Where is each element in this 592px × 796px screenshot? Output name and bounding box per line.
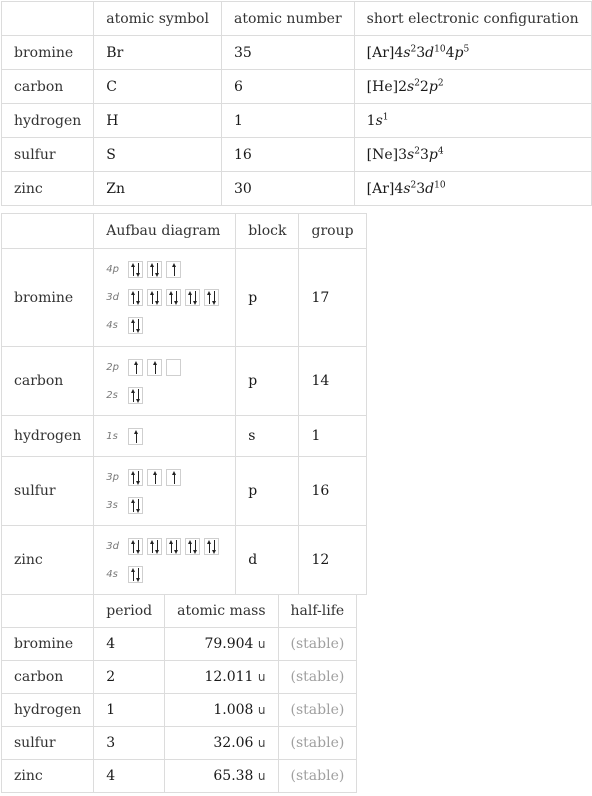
atomic-mass: [165, 694, 278, 727]
aufbau-diagram: [94, 249, 236, 347]
table-row: [2, 172, 592, 206]
config-superscript: 2: [437, 77, 444, 88]
atomic-symbol: H: [94, 104, 222, 138]
atomic-number: 30: [221, 172, 354, 206]
table-header-row: [2, 595, 357, 628]
mass-value: 32.06: [213, 735, 254, 751]
config-part: p: [454, 44, 464, 61]
header-cell: group: [299, 214, 366, 249]
spin-up-arrow-icon: [172, 471, 177, 484]
spin-down-arrow-icon: [174, 291, 179, 304]
orbital-row: [106, 256, 223, 284]
spin-down-arrow-icon: [136, 389, 141, 402]
orbital-box: [185, 289, 200, 306]
orbital-box: [204, 289, 219, 306]
atomic-symbol: S: [94, 138, 222, 172]
element-name: sulfur: [2, 457, 94, 526]
aufbau-diagram: [94, 457, 236, 526]
spin-up-arrow-icon: [172, 263, 177, 276]
orbital-box: [128, 428, 143, 445]
orbital-box: [128, 469, 143, 486]
orbital-row: [106, 381, 223, 409]
group: 16: [299, 457, 366, 526]
orbital-box: [128, 497, 143, 514]
block: p: [236, 457, 299, 526]
config-part: [Ne]3: [366, 146, 408, 163]
mass-unit: u: [257, 769, 266, 783]
orbital-label: 1s: [106, 430, 118, 442]
config-part: d: [425, 44, 435, 61]
orbital-box: [128, 387, 143, 404]
block: p: [236, 249, 299, 347]
spin-up-arrow-icon: [134, 430, 139, 443]
mass-unit: u: [257, 670, 266, 684]
spin-down-arrow-icon: [136, 499, 141, 512]
aufbau-diagram: [94, 347, 236, 416]
orbital-box: [147, 359, 162, 376]
header-cell: short electronic configuration: [354, 2, 591, 36]
atomic-mass: [165, 628, 278, 661]
header-cell: [2, 214, 94, 249]
half-life: (stable): [278, 694, 357, 727]
half-life: (stable): [278, 628, 357, 661]
orbital-box: [128, 289, 143, 306]
spin-down-arrow-icon: [136, 471, 141, 484]
header-cell: atomic number: [221, 2, 354, 36]
spin-down-arrow-icon: [136, 540, 141, 553]
element-name: carbon: [2, 347, 94, 416]
config-part: d: [425, 180, 435, 197]
table-row: [2, 694, 357, 727]
element-name: sulfur: [2, 727, 94, 760]
element-name: bromine: [2, 628, 94, 661]
orbital-label: 3p: [106, 471, 119, 483]
mass-unit: u: [257, 703, 266, 717]
element-name: carbon: [2, 70, 94, 104]
orbital-box: [128, 359, 143, 376]
electron-config: [354, 138, 591, 172]
config-superscript: 5: [463, 43, 470, 54]
orbital-label: 3d: [106, 540, 119, 552]
electron-config: [354, 36, 591, 70]
electron-config: [354, 172, 591, 206]
table-row: [2, 760, 357, 793]
aufbau-table: [1, 213, 367, 595]
group: 17: [299, 249, 366, 347]
config-part: [Ar]4: [366, 180, 404, 197]
orbital-box: [147, 289, 162, 306]
config-superscript: 4: [437, 145, 444, 156]
atomic-mass: [165, 760, 278, 793]
orbital-box: [147, 469, 162, 486]
orbital-label: 2s: [106, 389, 118, 401]
table-row: [2, 661, 357, 694]
period: 2: [94, 661, 165, 694]
element-name: carbon: [2, 661, 94, 694]
group: 14: [299, 347, 366, 416]
half-life: (stable): [278, 760, 357, 793]
period: 3: [94, 727, 165, 760]
mass-unit: u: [257, 736, 266, 750]
orbital-label: 4s: [106, 568, 118, 580]
atomic-symbol: Br: [94, 36, 222, 70]
table-row: [2, 249, 367, 347]
orbital-label: 2p: [106, 361, 119, 373]
spin-up-arrow-icon: [153, 471, 158, 484]
electron-config-table: [1, 1, 592, 206]
element-name: zinc: [2, 172, 94, 206]
orbital-row: [106, 491, 223, 519]
half-life: (stable): [278, 661, 357, 694]
config-superscript: 10: [434, 179, 446, 190]
block: p: [236, 347, 299, 416]
element-name: bromine: [2, 36, 94, 70]
orbital-box: [166, 469, 181, 486]
header-cell: atomic mass: [165, 595, 278, 628]
aufbau-diagram: [94, 526, 236, 595]
spin-up-arrow-icon: [134, 361, 139, 374]
orbital-box: [147, 538, 162, 555]
config-part: 3: [416, 44, 426, 61]
spin-down-arrow-icon: [136, 263, 141, 276]
block: s: [236, 416, 299, 457]
config-part: 1: [366, 112, 376, 129]
half-life: (stable): [278, 727, 357, 760]
header-cell: [2, 595, 94, 628]
orbital-row: [106, 312, 223, 340]
element-name: hydrogen: [2, 694, 94, 727]
orbital-label: 3s: [106, 499, 118, 511]
table-row: [2, 727, 357, 760]
mass-value: 79.904: [204, 636, 254, 652]
config-part: [He]2: [366, 78, 407, 95]
config-superscript: 2: [414, 145, 420, 156]
table-row: [2, 104, 592, 138]
config-part: s: [403, 180, 411, 197]
period: 1: [94, 694, 165, 727]
config-superscript: 2: [410, 43, 417, 54]
config-part: s: [407, 146, 415, 163]
element-name: bromine: [2, 249, 94, 347]
config-superscript: 2: [410, 179, 417, 190]
spin-down-arrow-icon: [155, 263, 160, 276]
orbital-box: [166, 538, 181, 555]
config-part: 3: [416, 180, 426, 197]
element-name: hydrogen: [2, 416, 94, 457]
element-name: zinc: [2, 526, 94, 595]
mass-unit: u: [257, 637, 266, 651]
spin-down-arrow-icon: [155, 291, 160, 304]
period: 4: [94, 760, 165, 793]
spin-down-arrow-icon: [212, 540, 217, 553]
config-part: 3: [419, 146, 429, 163]
table-row: [2, 36, 592, 70]
config-part: p: [428, 146, 438, 163]
atomic-number: 35: [221, 36, 354, 70]
orbital-box: [128, 566, 143, 583]
table-row: [2, 457, 367, 526]
element-name: zinc: [2, 760, 94, 793]
orbital-box: [166, 261, 181, 278]
group: 12: [299, 526, 366, 595]
element-name: sulfur: [2, 138, 94, 172]
spin-down-arrow-icon: [155, 540, 160, 553]
header-cell: half-life: [278, 595, 357, 628]
orbital-box: [185, 538, 200, 555]
atomic-symbol: C: [94, 70, 222, 104]
aufbau-diagram: [94, 416, 236, 457]
orbital-box: [128, 317, 143, 334]
electron-config: [354, 70, 591, 104]
spin-down-arrow-icon: [136, 568, 141, 581]
table-row: [2, 628, 357, 661]
table-header-row: [2, 2, 592, 36]
table-row: [2, 526, 367, 595]
table-row: [2, 347, 367, 416]
block: d: [236, 526, 299, 595]
spin-down-arrow-icon: [212, 291, 217, 304]
header-cell: Aufbau diagram: [94, 214, 236, 249]
header-cell: atomic symbol: [94, 2, 222, 36]
atomic-mass: [165, 727, 278, 760]
orbital-box: [166, 289, 181, 306]
table-row: [2, 416, 367, 457]
config-part: 2: [419, 78, 429, 95]
orbital-box: [128, 538, 143, 555]
mass-value: 12.011: [204, 669, 254, 685]
orbital-box: [128, 261, 143, 278]
orbital-label: 3d: [106, 292, 119, 303]
spin-up-arrow-icon: [153, 361, 158, 374]
orbital-row: [106, 353, 223, 381]
orbital-label: 4s: [106, 320, 118, 331]
group: 1: [299, 416, 366, 457]
orbital-label: 4p: [106, 264, 119, 275]
config-superscript: 10: [434, 43, 446, 54]
orbital-row: [106, 463, 223, 491]
element-name: hydrogen: [2, 104, 94, 138]
header-cell: period: [94, 595, 165, 628]
mass-value: 65.38: [213, 768, 254, 784]
table-row: [2, 138, 592, 172]
table-row: [2, 70, 592, 104]
atomic-number: 6: [221, 70, 354, 104]
table-header-row: [2, 214, 367, 249]
config-part: p: [428, 78, 438, 95]
atomic-mass: [165, 661, 278, 694]
orbital-row: [106, 284, 223, 312]
spin-down-arrow-icon: [174, 540, 179, 553]
orbital-row: [106, 560, 223, 588]
config-part: s: [403, 44, 411, 61]
orbital-box: [166, 359, 181, 376]
spin-down-arrow-icon: [193, 291, 198, 304]
atomic-symbol: Zn: [94, 172, 222, 206]
config-part: s: [375, 112, 383, 129]
spin-down-arrow-icon: [193, 540, 198, 553]
mass-value: 1.008: [213, 702, 254, 718]
orbital-row: [106, 532, 223, 560]
config-superscript: 2: [414, 77, 420, 88]
period: 4: [94, 628, 165, 661]
orbital-box: [147, 261, 162, 278]
electron-config: [354, 104, 591, 138]
header-cell: block: [236, 214, 299, 249]
spin-down-arrow-icon: [136, 291, 141, 304]
config-part: s: [407, 78, 415, 95]
atomic-number: 16: [221, 138, 354, 172]
config-superscript: 1: [382, 111, 389, 122]
atomic-number: 1: [221, 104, 354, 138]
orbital-box: [204, 538, 219, 555]
header-cell: [2, 2, 94, 36]
orbital-row: [106, 422, 223, 450]
config-part: 4: [445, 44, 455, 61]
spin-down-arrow-icon: [136, 319, 141, 332]
atomic-mass-table: [1, 594, 357, 793]
config-part: [Ar]4: [366, 44, 404, 61]
